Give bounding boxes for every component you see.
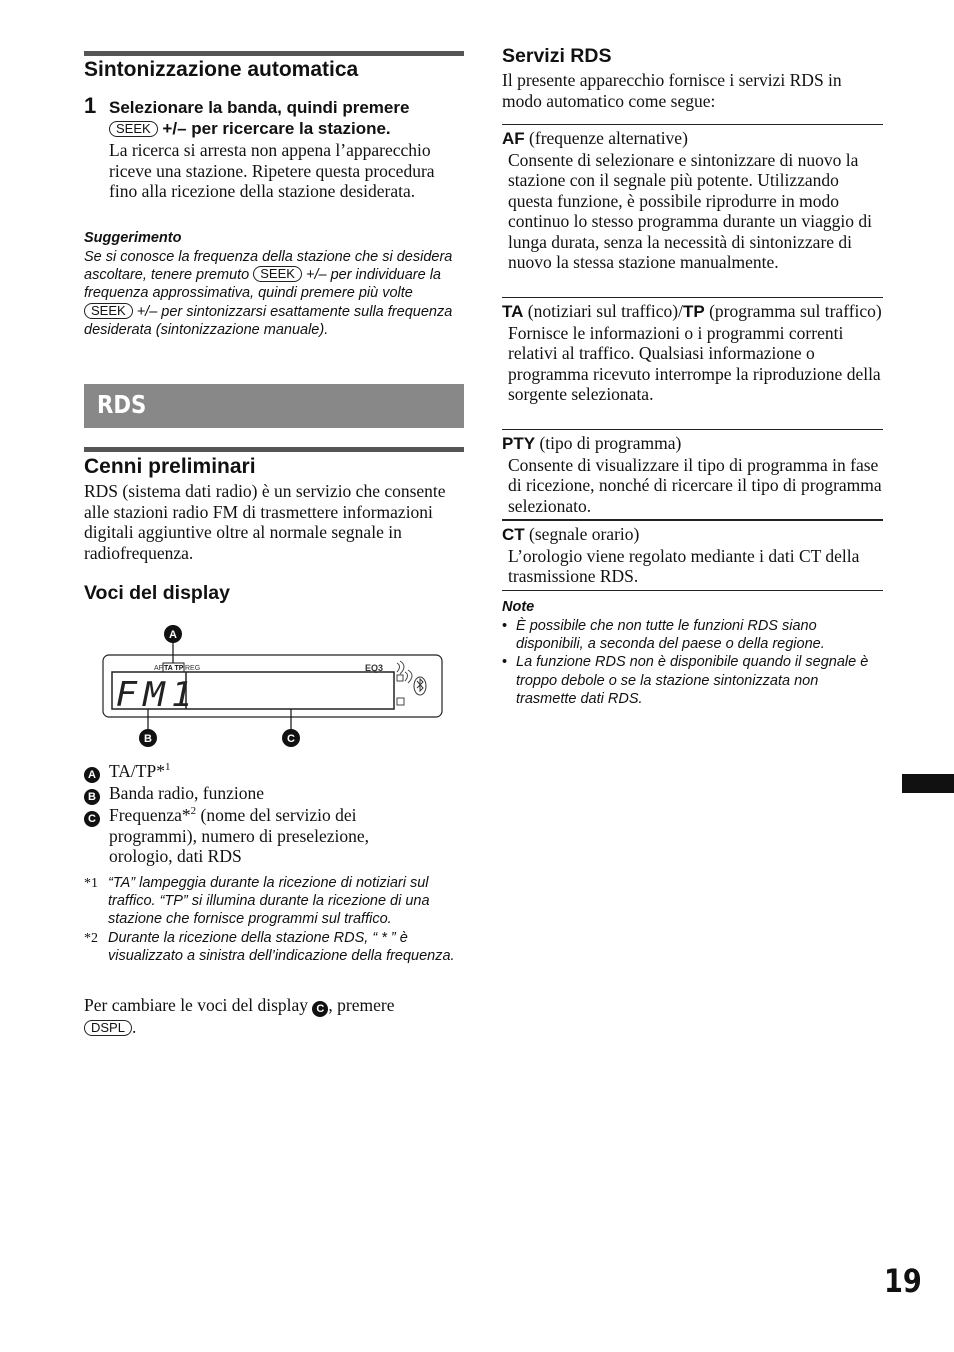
section-title-servizi: Servizi RDS [502,45,612,67]
step-body: La ricerca si arresta non appena l’apparecchio riceve una stazione. Ripetere questa procedura fino alla ricezione della stazione desiderata. [109,140,435,201]
lcd-band-text: FM1 [115,675,199,715]
svg-text:A: A [169,629,177,641]
step-instruction [109,98,469,139]
tip-title: Suggerimento [84,230,182,246]
section-title-sintonizzazione: Sintonizzazione automatica [84,58,359,81]
step-instruction-b: +/– per ricercare la stazione. [162,118,391,138]
music-icon [397,698,404,705]
step-number: 1 [84,93,97,118]
indicator-reg: REG [185,665,201,672]
note-title: Note [502,599,535,615]
section-rule [84,51,464,56]
note-item: • È possibile che non tutte le funzioni RDS siano disponibili, a seconda del paese o della regione. [502,618,825,653]
table-rule [502,297,883,298]
tip-text-b: +/– per individuare la frequenza approssimativa, quindi premere più volte [84,267,442,302]
footnote-1: *1 “TA” lampeggia durante la ricezione di notiziari sul traffico. “TP” si illumina durante la ricezione di una stazione che fornisce programmi sul traffico. [84,875,430,928]
cenni-body: RDS (sistema dati radio) è un servizio che consente alle stazioni radio FM di trasmettere informazioni digitali aggiuntive oltre al normale segnale in radiofrequenza. [84,481,446,563]
table-rule [502,124,883,125]
section-title-cenni: Cenni preliminari [84,455,256,478]
tip-body [84,248,459,339]
seek-key: SEEK [84,303,133,319]
subsection-title-voci: Voci del display [84,582,230,604]
svg-text:B: B [144,733,152,745]
side-tab-marker [902,774,954,793]
table-rule [502,519,883,521]
seek-key: SEEK [253,266,302,282]
signal-icon [405,670,412,683]
tip-text-a: Se si conosce la frequenza della stazione che si desidera ascoltare, tenere premuto [84,249,453,284]
service-ta-tp: TA (notiziari sul traffico)/TP (programma sul traffico) Fornisce le informazioni o i programmi correnti relativi al traffico. Qualsiasi informazione o programma ricevuto interrompe la riproduzione della sorgente selezionata. [502,301,882,404]
servizi-intro: Il presente apparecchio fornisce i servizi RDS in modo automatico come segue: [502,70,842,111]
service-af: AF (frequenze alternative) Consente di selezionare e sintonizzare di nuovo la stazione con il segnale più potente. Utilizzando questa funzione, è possibile riprodurre in modo continuo lo stesso programma durante un viaggio di lunga durata, senza la necessità di sintonizzare di nuovo la stessa stazione manualmente. [502,128,873,272]
legend-item: C Frequenza*$^2$ (nome del servizio dei programmi), numero di preselezione, orologio, dati RDS [84,805,414,867]
note-item: • La funzione RDS non è disponibile quando il segnale è troppo debole o se la stazione sintonizzata non trasmette dati RDS. [502,654,869,707]
footnote-2: *2 Durante la ricezione della stazione RDS, “ * ” è visualizzato a sinistra dell’indicazione della frequenza. [84,930,455,965]
service-pty: PTY (tipo di programma) Consente di visualizzare il tipo di programma in fase di ricezione, nonché di ricercare il tipo di programma selezionato. [502,433,882,516]
display-legend [84,761,414,867]
legend-item: A TA/TP*$^1$ [84,761,414,783]
indicator-tatp: TA TP [164,665,184,672]
lock-icon [397,675,403,681]
rds-banner-title: RDS [97,390,147,419]
service-ct: CT (segnale orario) L’orologio viene regolato mediante i dati CT della trasmissione RDS. [502,524,860,586]
legend-letter: B [84,789,100,805]
note-list [502,617,872,708]
section-rule [84,447,464,452]
indicator-eq: EQ3 [365,663,384,673]
rds-banner [84,384,464,428]
table-rule [502,429,883,430]
legend-letter: C [312,1001,328,1017]
table-rule [502,590,883,591]
legend-letter: C [84,811,100,827]
seek-key: SEEK [109,121,158,137]
change-display-instruction: Per cambiare le voci del display C , premere DSPL . [84,995,395,1037]
display-illustration [84,620,464,752]
page-number: 19 [884,1262,922,1300]
step-instruction-a: Selezionare la banda, quindi premere [109,98,410,117]
svg-text:C: C [287,733,295,745]
legend-letter: A [84,767,100,783]
indicator-af: AF [154,665,163,672]
dspl-key: DSPL [84,1020,132,1036]
legend-item: B Banda radio, funzione [84,783,414,805]
tip-text-c: +/– per sintonizzarsi esattamente sulla frequenza desiderata (sintonizzazione manuale). [84,303,453,338]
signal-icon [397,661,404,674]
